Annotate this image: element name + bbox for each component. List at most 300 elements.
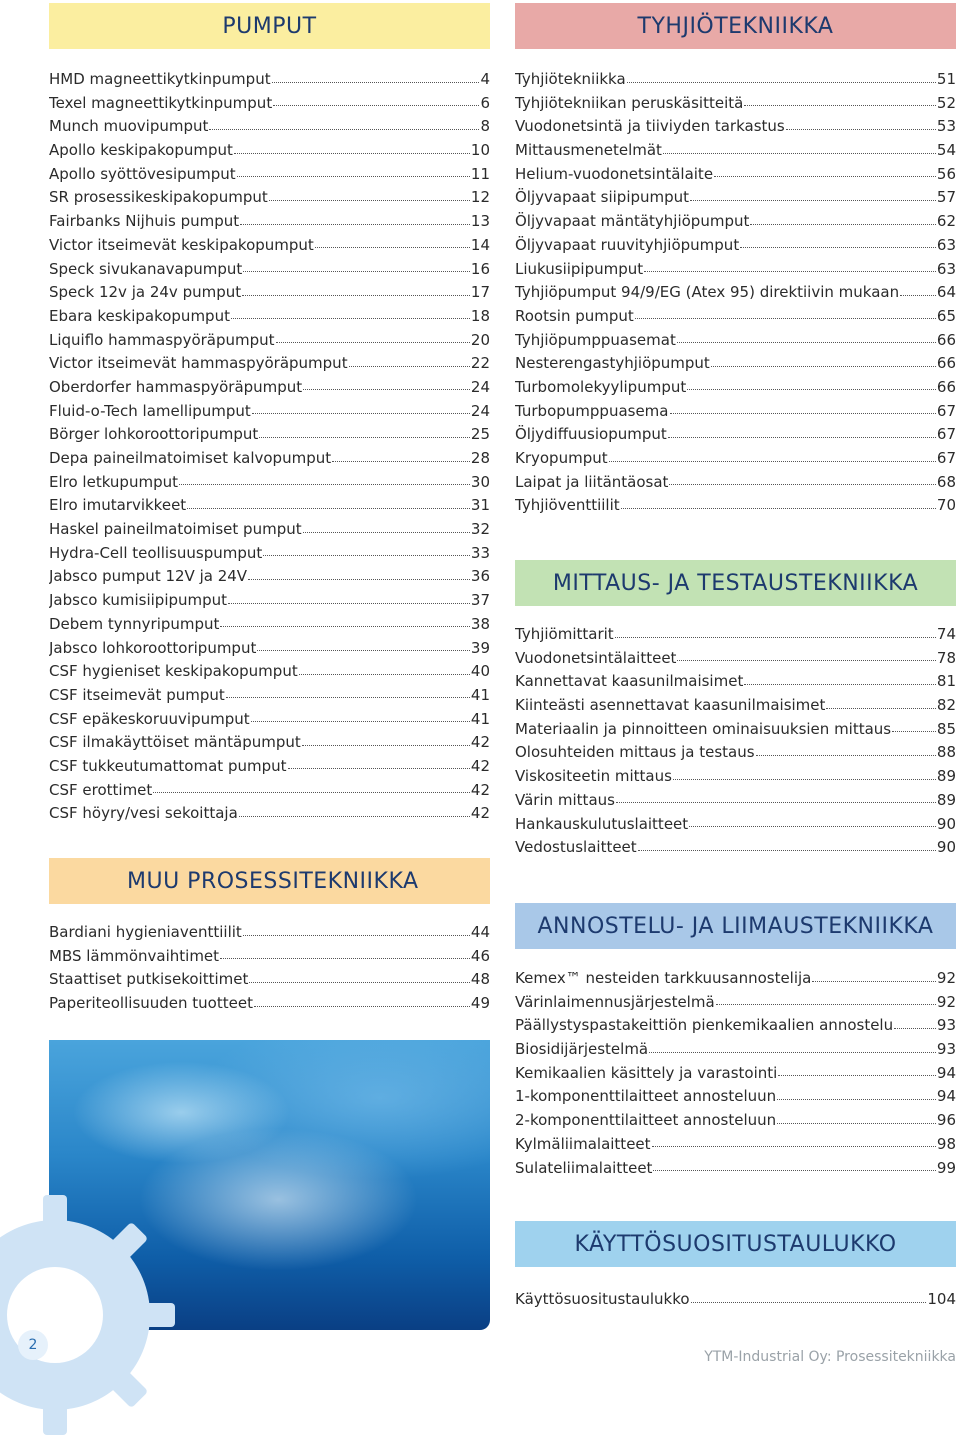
toc-entry[interactable] (49, 968, 490, 992)
toc-entry[interactable] (515, 967, 956, 991)
toc-entry[interactable] (49, 329, 490, 353)
section-title: TYHJIÖTEKNIIKKA (637, 13, 834, 39)
toc-entry-title: Jabsco pumput 12V ja 24V (49, 567, 248, 586)
toc-entry-title: Vuodonetsintälaitteet (515, 648, 677, 667)
toc-entry-title: Nesterengastyhjiöpumput (515, 354, 710, 373)
toc-entry-page: 68 (936, 472, 956, 491)
toc-entry-page: 85 (936, 719, 956, 738)
toc-leader-dots (302, 731, 470, 746)
gear-icon (0, 1190, 180, 1440)
toc-entry-page: 48 (470, 970, 490, 989)
toc-entry-page: 4 (480, 70, 490, 88)
toc-entry[interactable] (515, 471, 956, 495)
toc-leader-dots (299, 660, 470, 675)
toc-entry[interactable] (515, 991, 956, 1015)
toc-entry-page: 42 (470, 804, 490, 823)
toc-entry-title: Hankauskulutuslaitteet (515, 814, 689, 833)
toc-entry[interactable] (515, 352, 956, 376)
toc-entry[interactable] (515, 210, 956, 234)
toc-entry-page: 67 (936, 449, 956, 467)
toc-entry-title: CSF hygieniset keskipakopumput (49, 662, 298, 681)
toc-entry[interactable] (515, 376, 956, 400)
toc-entry[interactable] (49, 637, 490, 661)
toc-entry-page: 42 (470, 756, 490, 775)
toc-leader-dots (209, 115, 479, 130)
toc-entry-title: Helium-vuodonetsintälaite (515, 164, 714, 183)
toc-entry-title: Tyhjiömittarit (515, 625, 614, 643)
toc-entry[interactable] (49, 494, 490, 518)
toc-entry[interactable] (49, 163, 490, 187)
toc-leader-dots (649, 1038, 936, 1053)
toc-entry-page: 37 (470, 591, 490, 610)
section-title: MUU PROSESSITEKNIIKKA (127, 868, 419, 894)
section-title: PUMPUT (222, 13, 317, 39)
toc-leader-dots (263, 542, 470, 557)
toc-entry-page: 33 (470, 543, 490, 562)
toc-entry-page: 30 (470, 472, 490, 491)
toc-entry-page: 64 (936, 283, 956, 302)
toc-leader-dots (673, 765, 936, 780)
toc-entry-title: Värin mittaus (515, 790, 615, 809)
section-header-kaytto (515, 1221, 956, 1267)
toc-leader-dots (609, 447, 936, 462)
toc-entry-page: 96 (936, 1111, 956, 1130)
toc-entry-title: Turbomolekyylipumput (515, 377, 687, 396)
toc-entry[interactable] (49, 92, 490, 116)
toc-entry-title: Texel magneettikytkinpumput (49, 93, 273, 112)
toc-leader-dots (269, 186, 470, 201)
toc-entry-page: 38 (470, 614, 490, 633)
toc-entry[interactable] (515, 670, 956, 694)
toc-entry-title: Oberdorfer hammaspyöräpumput (49, 377, 303, 396)
toc-entry-title: Tyhjiöpumppuasemat (515, 330, 676, 349)
toc-entry-page: 94 (936, 1063, 956, 1082)
toc-entry-page: 66 (936, 377, 956, 396)
toc-entry[interactable] (515, 186, 956, 210)
toc-leader-dots (894, 1014, 936, 1029)
footer-text: YTM-Industrial Oy: Prosessitekniikka (704, 1349, 956, 1365)
toc-entry-page: 44 (470, 923, 490, 941)
toc-entry-title: CSF höyry/vesi sekoittaja (49, 804, 238, 823)
toc-entry-title: Öljyvapaat mäntätyhjiöpumput (515, 212, 750, 231)
toc-entry-page: 42 (470, 780, 490, 799)
toc-entry-page: 56 (936, 164, 956, 183)
toc-entry[interactable] (49, 945, 490, 969)
toc-entry-title: Fluid-o-Tech lamellipumput (49, 401, 251, 420)
toc-entry[interactable] (515, 1085, 956, 1109)
section-header-annostelu (515, 903, 956, 949)
toc-leader-dots (240, 210, 470, 225)
toc-leader-dots (259, 423, 470, 438)
toc-entry-page: 49 (470, 994, 490, 1013)
toc-entry-title: Kannettavat kaasunilmaisimet (515, 672, 744, 691)
toc-entry-title: Kiinteästi asennettavat kaasunilmaisimet (515, 696, 826, 715)
toc-entry-page: 93 (936, 1040, 956, 1059)
toc-entry-page: 28 (470, 449, 490, 467)
toc-entry[interactable] (49, 565, 490, 589)
toc-entry-page: 90 (936, 814, 956, 833)
toc-entry[interactable] (49, 542, 490, 566)
toc-entry-page: 66 (936, 354, 956, 373)
toc-entry[interactable] (49, 708, 490, 732)
toc-entry-page: 88 (936, 743, 956, 762)
toc-entry-title: Kryopumput (515, 449, 608, 467)
toc-leader-dots (257, 637, 470, 652)
toc-entry-page: 46 (470, 946, 490, 965)
toc-entry-page: 17 (470, 283, 490, 302)
toc-entry-title: Speck 12v ja 24v pumput (49, 283, 242, 302)
toc-leader-dots (239, 802, 470, 817)
toc-list-mittaus (515, 623, 956, 860)
toc-entry-title: CSF erottimet (49, 780, 153, 799)
toc-entry-title: Liukusiipipumput (515, 259, 644, 278)
toc-entry-title: Apollo syöttövesipumput (49, 164, 236, 183)
toc-entry-page: 57 (936, 188, 956, 207)
toc-leader-dots (627, 68, 936, 83)
toc-entry[interactable] (515, 1062, 956, 1086)
toc-entry-page: 54 (936, 141, 956, 160)
toc-leader-dots (252, 400, 470, 415)
toc-entry-title: CSF epäkeskoruuvipumput (49, 709, 250, 728)
toc-entry-page: 41 (470, 709, 490, 728)
toc-entry-page: 53 (936, 117, 956, 136)
toc-entry[interactable] (515, 423, 956, 447)
toc-entry-page: 14 (470, 235, 490, 254)
toc-leader-dots (691, 1288, 927, 1303)
toc-leader-dots (900, 281, 936, 296)
toc-leader-dots (303, 518, 470, 533)
toc-entry-title: Victor itseimevät keskipakopumput (49, 235, 314, 254)
toc-leader-dots (272, 68, 480, 83)
toc-entry[interactable] (515, 329, 956, 353)
toc-entry-title: Paperiteollisuuden tuotteet (49, 994, 253, 1013)
toc-entry[interactable] (49, 684, 490, 708)
toc-entry[interactable] (49, 376, 490, 400)
toc-entry-title: Kemikaalien käsittely ja varastointi (515, 1063, 778, 1082)
toc-entry-title: Fairbanks Nijhuis pumput (49, 212, 240, 231)
toc-entry-page: 62 (936, 212, 956, 231)
toc-entry-title: Tyhjiöventtiilit (515, 496, 620, 515)
toc-entry[interactable] (515, 836, 956, 860)
toc-entry[interactable] (49, 210, 490, 234)
toc-entry-page: 51 (936, 70, 956, 88)
toc-leader-dots (677, 647, 935, 662)
toc-entry[interactable] (515, 647, 956, 671)
section-header-tyhjio (515, 3, 956, 49)
toc-entry-page: 22 (470, 354, 490, 373)
toc-entry[interactable] (515, 115, 956, 139)
toc-entry-page: 93 (936, 1016, 956, 1035)
toc-entry[interactable] (515, 1133, 956, 1157)
toc-entry-page: 52 (936, 93, 956, 112)
toc-leader-dots (652, 1133, 936, 1148)
toc-leader-dots (638, 836, 936, 851)
toc-entry-page: 67 (936, 401, 956, 420)
toc-entry[interactable] (515, 139, 956, 163)
toc-entry-title: Värinlaimennusjärjestelmä (515, 992, 715, 1011)
toc-entry-title: MBS lämmönvaihtimet (49, 946, 220, 965)
toc-leader-dots (220, 613, 469, 628)
toc-entry[interactable] (515, 1014, 956, 1038)
toc-entry-title: Öljyvapaat ruuvityhjiöpumput (515, 235, 740, 254)
toc-entry-title: Vuodonetsintä ja tiiviyden tarkastus (515, 117, 785, 136)
toc-leader-dots (635, 305, 936, 320)
toc-entry-page: 98 (936, 1134, 956, 1153)
toc-entry[interactable] (515, 92, 956, 116)
toc-list-tyhjio (515, 68, 956, 518)
toc-entry-page: 90 (936, 838, 956, 857)
toc-entry[interactable] (515, 1109, 956, 1133)
toc-entry-title: SR prosessikeskipakopumput (49, 188, 268, 207)
toc-entry-title: Olosuhteiden mittaus ja testaus (515, 743, 755, 762)
toc-leader-dots (276, 329, 470, 344)
toc-leader-dots (689, 813, 936, 828)
toc-leader-dots (615, 623, 936, 638)
toc-entry[interactable] (49, 234, 490, 258)
toc-entry-page: 20 (470, 330, 490, 349)
toc-entry-title: Depa paineilmatoimiset kalvopumput (49, 449, 332, 467)
toc-entry[interactable] (515, 765, 956, 789)
section-title: ANNOSTELU- JA LIIMAUSTEKNIIKKA (537, 913, 934, 939)
toc-leader-dots (243, 921, 470, 936)
toc-entry-page: 74 (936, 625, 956, 643)
toc-list-pumput (49, 68, 490, 826)
toc-leader-dots (778, 1062, 936, 1077)
toc-entry-page: 94 (936, 1087, 956, 1106)
toc-entry-title: Haskel paineilmatoimiset pumput (49, 520, 302, 539)
toc-entry[interactable] (49, 400, 490, 424)
toc-leader-dots (812, 967, 936, 982)
toc-entry[interactable] (515, 718, 956, 742)
toc-leader-dots (653, 1157, 935, 1172)
toc-entry-page: 66 (936, 330, 956, 349)
toc-entry-page: 25 (470, 425, 490, 444)
toc-entry-page: 63 (936, 235, 956, 254)
toc-leader-dots (714, 163, 936, 178)
section-header-mittaus (515, 560, 956, 606)
toc-leader-dots (248, 565, 470, 580)
toc-leader-dots (826, 694, 935, 709)
toc-entry-page: 36 (470, 567, 490, 586)
toc-leader-dots (663, 139, 936, 154)
toc-entry-title: Munch muovipumput (49, 117, 209, 136)
toc-entry[interactable] (49, 68, 490, 92)
toc-entry[interactable] (515, 447, 956, 471)
toc-entry[interactable] (515, 234, 956, 258)
toc-entry[interactable] (515, 1038, 956, 1062)
toc-entry[interactable] (515, 494, 956, 518)
toc-list-kaytto (515, 1288, 956, 1312)
toc-entry[interactable] (515, 1288, 956, 1312)
toc-leader-dots (756, 741, 936, 756)
toc-leader-dots (616, 789, 936, 804)
toc-entry[interactable] (49, 447, 490, 471)
toc-entry-title: Biosidijärjestelmä (515, 1040, 649, 1059)
toc-entry-title: CSF itseimevät pumput (49, 685, 225, 704)
toc-leader-dots (750, 210, 936, 225)
section-title: KÄYTTÖSUOSITUSTAULUKKO (574, 1231, 897, 1257)
toc-entry-page: 11 (470, 164, 490, 183)
toc-leader-dots (777, 1109, 936, 1124)
toc-leader-dots (153, 779, 470, 794)
toc-entry[interactable] (49, 660, 490, 684)
toc-leader-dots (740, 234, 936, 249)
toc-leader-dots (332, 447, 470, 462)
toc-entry-title: Speck sivukanavapumput (49, 259, 243, 278)
toc-entry-title: Sulateliimalaitteet (515, 1158, 653, 1177)
toc-entry[interactable] (49, 589, 490, 613)
toc-leader-dots (234, 139, 470, 154)
toc-entry[interactable] (515, 163, 956, 187)
toc-entry[interactable] (49, 921, 490, 945)
toc-entry-page: 24 (470, 377, 490, 396)
toc-entry-page: 18 (470, 306, 490, 325)
toc-entry[interactable] (49, 779, 490, 803)
toc-entry-page: 99 (936, 1158, 956, 1177)
toc-leader-dots (711, 352, 936, 367)
toc-entry-title: Kylmäliimalaitteet (515, 1134, 651, 1153)
toc-entry-page: 12 (470, 188, 490, 207)
toc-entry-page: 70 (936, 496, 956, 515)
toc-entry-page: 78 (936, 648, 956, 667)
toc-entry[interactable] (49, 518, 490, 542)
toc-entry[interactable] (49, 613, 490, 637)
toc-entry-title: Elro letkupumput (49, 472, 178, 491)
toc-entry-page: 31 (470, 496, 490, 515)
toc-leader-dots (644, 258, 936, 273)
toc-entry[interactable] (515, 694, 956, 718)
toc-entry[interactable] (49, 305, 490, 329)
toc-entry[interactable] (515, 305, 956, 329)
toc-entry[interactable] (49, 471, 490, 495)
toc-entry-title: Jabsco kumisiipipumput (49, 591, 228, 610)
toc-entry[interactable] (49, 755, 490, 779)
toc-entry-title: Päällystyspastakeittiön pienkemikaalien annostelu (515, 1016, 894, 1035)
toc-entry-title: Apollo keskipakopumput (49, 141, 233, 160)
toc-entry[interactable] (515, 400, 956, 424)
toc-leader-dots (744, 92, 936, 107)
toc-entry[interactable] (49, 802, 490, 826)
toc-leader-dots (220, 945, 470, 960)
toc-entry-title: Tyhjiöpumput 94/9/EG (Atex 95) direktiivin mukaan (515, 283, 900, 302)
toc-entry-page: 6 (480, 93, 490, 112)
toc-entry-title: Öljydiffuusiopumput (515, 425, 667, 444)
toc-entry-title: Bardiani hygieniaventtiilit (49, 923, 242, 941)
toc-leader-dots (231, 305, 470, 320)
toc-entry-title: HMD magneettikytkinpumput (49, 70, 271, 88)
toc-entry[interactable] (49, 423, 490, 447)
toc-entry-title: CSF tukkeutumattomat pumput (49, 756, 287, 775)
toc-leader-dots (249, 968, 470, 983)
toc-entry-page: 104 (927, 1290, 956, 1308)
toc-entry-title: Vedostuslaitteet (515, 838, 637, 857)
toc-leader-dots (303, 376, 470, 391)
toc-leader-dots (288, 755, 470, 770)
toc-entry[interactable] (49, 992, 490, 1016)
toc-entry-page: 65 (936, 306, 956, 325)
toc-entry-title: Öljyvapaat siipipumput (515, 188, 690, 207)
toc-entry-title: Mittausmenetelmät (515, 141, 662, 160)
toc-leader-dots (242, 281, 470, 296)
toc-entry-page: 39 (470, 638, 490, 657)
toc-entry-title: Börger lohkoroottoripumput (49, 425, 259, 444)
toc-entry-title: 2-komponenttilaitteet annosteluun (515, 1111, 777, 1130)
toc-entry-page: 63 (936, 259, 956, 278)
toc-leader-dots (786, 115, 936, 130)
toc-entry[interactable] (49, 281, 490, 305)
toc-leader-dots (670, 400, 936, 415)
toc-entry-title: Jabsco lohkoroottoripumput (49, 638, 257, 657)
toc-entry-title: Staattiset putkisekoittimet (49, 970, 249, 989)
toc-entry-page: 67 (936, 425, 956, 444)
toc-list-muu (49, 921, 490, 1016)
toc-entry-page: 16 (470, 259, 490, 278)
toc-entry-title: Tyhjiötekniikan peruskäsitteitä (515, 93, 744, 112)
toc-entry-page: 92 (936, 992, 956, 1011)
toc-entry[interactable] (515, 281, 956, 305)
toc-entry[interactable] (49, 352, 490, 376)
toc-entry-title: Victor itseimevät hammaspyöräpumput (49, 354, 348, 373)
toc-entry[interactable] (515, 623, 956, 647)
toc-entry[interactable] (49, 115, 490, 139)
section-header-muu (49, 858, 490, 904)
toc-entry-title: Tyhjiötekniikka (515, 70, 626, 88)
toc-leader-dots (668, 423, 936, 438)
toc-entry-page: 82 (936, 696, 956, 715)
toc-entry-title: Liquiflo hammaspyöräpumput (49, 330, 275, 349)
toc-leader-dots (690, 186, 936, 201)
toc-entry-page: 89 (936, 767, 956, 786)
toc-entry[interactable] (515, 741, 956, 765)
toc-entry-title: Materiaalin ja pinnoitteen ominaisuuksien mittaus (515, 719, 892, 738)
toc-entry-page: 81 (936, 672, 956, 691)
toc-entry-page: 92 (936, 969, 956, 987)
toc-entry[interactable] (515, 258, 956, 282)
toc-entry-title: Hydra-Cell teollisuuspumput (49, 543, 263, 562)
toc-entry[interactable] (515, 813, 956, 837)
toc-entry-page: 32 (470, 520, 490, 539)
toc-entry[interactable] (515, 68, 956, 92)
toc-entry[interactable] (515, 789, 956, 813)
toc-entry-title: Turbopumppuasema (515, 401, 669, 420)
toc-list-annostelu (515, 967, 956, 1180)
toc-entry[interactable] (49, 258, 490, 282)
toc-entry-title: Ebara keskipakopumput (49, 306, 230, 325)
toc-leader-dots (777, 1085, 936, 1100)
section-header-pumput (49, 3, 490, 49)
toc-leader-dots (179, 471, 470, 486)
toc-entry[interactable] (515, 1157, 956, 1181)
toc-entry[interactable] (49, 139, 490, 163)
toc-entry-page: 13 (470, 212, 490, 231)
toc-leader-dots (892, 718, 936, 733)
toc-leader-dots (243, 258, 470, 273)
toc-entry[interactable] (49, 186, 490, 210)
toc-leader-dots (273, 92, 479, 107)
toc-entry-page: 89 (936, 790, 956, 809)
toc-leader-dots (251, 708, 470, 723)
toc-leader-dots (226, 684, 470, 699)
toc-leader-dots (237, 163, 470, 178)
toc-leader-dots (349, 352, 470, 367)
toc-entry-page: 24 (470, 401, 490, 420)
toc-entry-title: Laipat ja liitäntäosat (515, 472, 669, 491)
toc-entry-title: Debem tynnyripumput (49, 614, 220, 633)
toc-entry-title: Elro imutarvikkeet (49, 496, 187, 515)
toc-entry[interactable] (49, 731, 490, 755)
toc-leader-dots (669, 471, 935, 486)
toc-entry-title: Käyttösuositustaulukko (515, 1290, 690, 1308)
